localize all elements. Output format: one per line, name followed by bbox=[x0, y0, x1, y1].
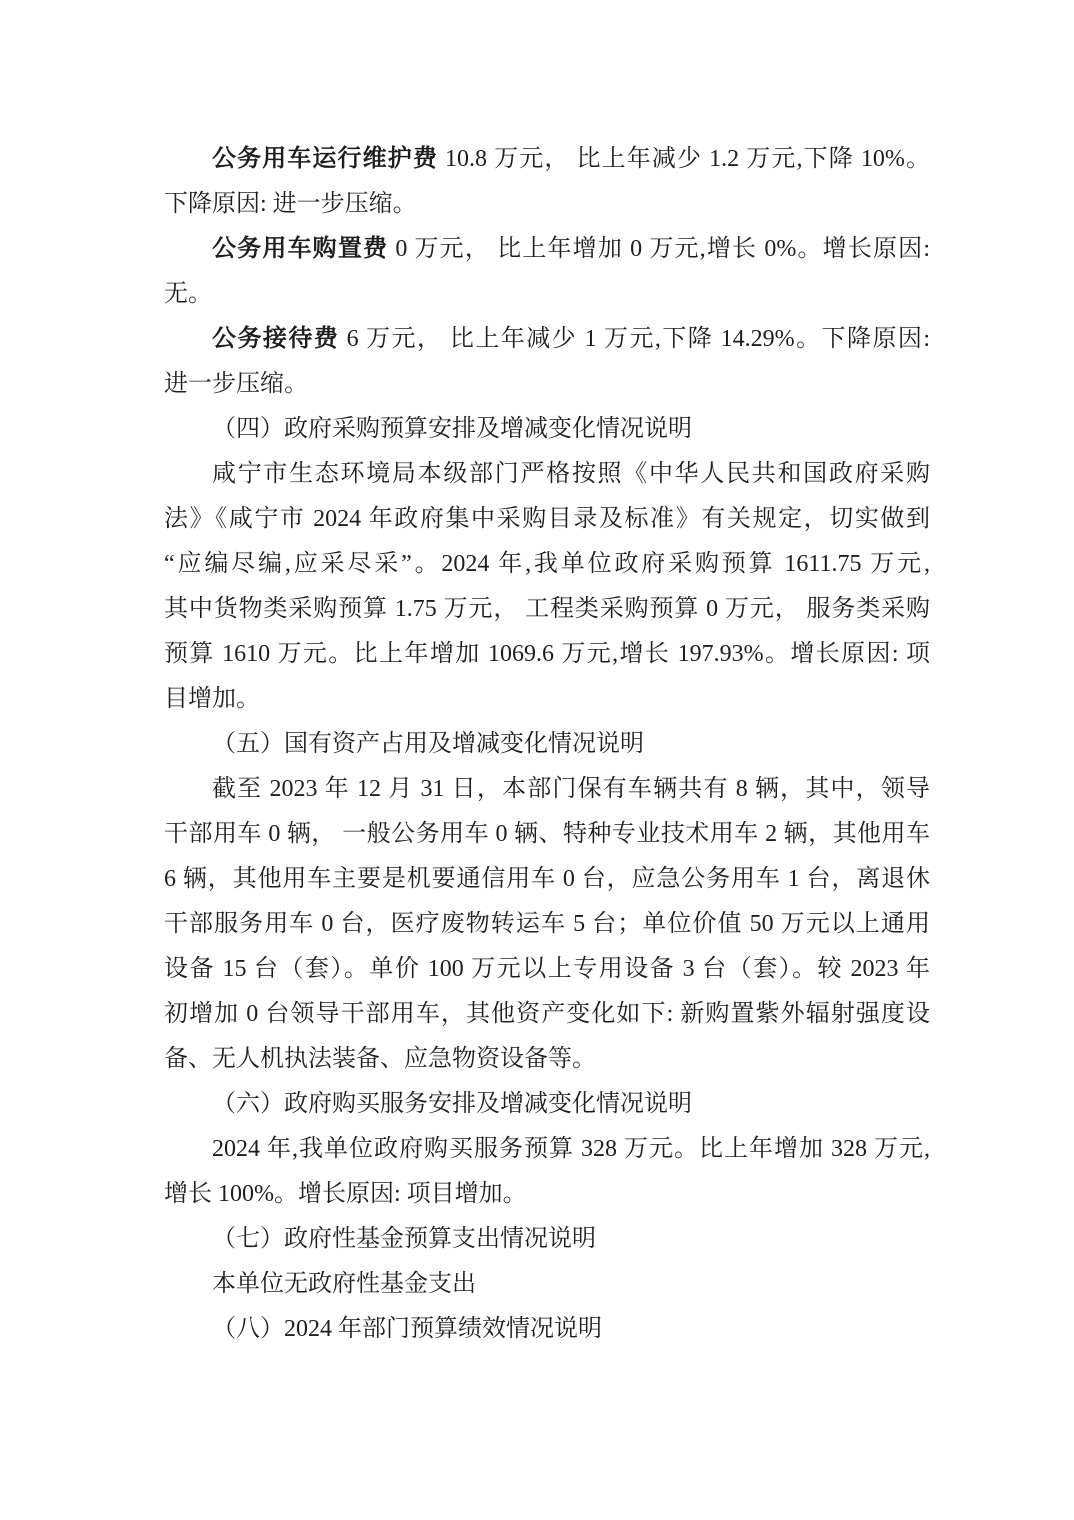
text-run: 6 万元， 比上年减少 1 万元,下降 14.29%。下降原因: bbox=[339, 326, 931, 352]
para-vehicle-maintenance-fee bbox=[164, 137, 930, 227]
text-run: 无。 bbox=[164, 281, 212, 307]
text-run: 初增加 0 台领导干部用车，其他资产变化如下: 新购置紫外辐射强度设 bbox=[164, 1001, 930, 1027]
text-run: 干部用车 0 辆， 一般公务用车 0 辆、特种专业技术用车 2 辆，其他用车 bbox=[164, 821, 930, 847]
expense-category-label: 公务接待费 bbox=[212, 326, 340, 352]
para-no-government-fund bbox=[164, 1262, 930, 1307]
text-line bbox=[164, 362, 930, 407]
text-run: 截至 2023 年 12 月 31 日，本部门保有车辆共有 8 辆，其中，领导 bbox=[212, 776, 930, 802]
text-line bbox=[164, 587, 930, 632]
text-line bbox=[164, 272, 930, 317]
text-line bbox=[164, 1172, 930, 1217]
text-run: 备、无人机执法装备、应急物资设备等。 bbox=[164, 1046, 596, 1072]
text-run: 目增加。 bbox=[164, 686, 260, 712]
text-run: 0 万元， 比上年增加 0 万元,增长 0%。增长原因: bbox=[388, 236, 930, 262]
text-line bbox=[164, 1127, 930, 1172]
heading-section-4 bbox=[164, 407, 930, 452]
heading-section-7 bbox=[164, 1217, 930, 1262]
text-run: （五）国有资产占用及增减变化情况说明 bbox=[212, 731, 644, 757]
text-line bbox=[164, 722, 930, 767]
text-line bbox=[164, 857, 930, 902]
text-run: （七）政府性基金预算支出情况说明 bbox=[212, 1226, 596, 1252]
text-run: 预算 1610 万元。比上年增加 1069.6 万元,增长 197.93%。增长原因: 项 bbox=[164, 641, 930, 667]
text-line bbox=[164, 1262, 930, 1307]
text-run: “应编尽编,应采尽采”。2024 年,我单位政府采购预算 1611.75 万元, bbox=[164, 551, 930, 577]
heading-section-6 bbox=[164, 1082, 930, 1127]
text-line bbox=[164, 992, 930, 1037]
text-run: 增长 100%。增长原因: 项目增加。 bbox=[164, 1181, 527, 1207]
text-run: 2024 年,我单位政府购买服务预算 328 万元。比上年增加 328 万元, bbox=[212, 1136, 930, 1162]
para-state-owned-assets bbox=[164, 767, 930, 1082]
text-line bbox=[164, 182, 930, 227]
text-line bbox=[164, 812, 930, 857]
para-government-procurement bbox=[164, 452, 930, 722]
text-line bbox=[164, 542, 930, 587]
text-line bbox=[164, 137, 930, 182]
text-run: 其中货物类采购预算 1.75 万元， 工程类采购预算 0 万元， 服务类采购 bbox=[164, 596, 930, 622]
text-line bbox=[164, 767, 930, 812]
text-run: 法》《咸宁市 2024 年政府集中采购目录及标准》有关规定，切实做到 bbox=[164, 506, 930, 532]
expense-category-label: 公务用车购置费 bbox=[212, 236, 389, 262]
text-line bbox=[164, 1307, 930, 1352]
text-line bbox=[164, 902, 930, 947]
text-line bbox=[164, 947, 930, 992]
text-line bbox=[164, 497, 930, 542]
para-purchased-services bbox=[164, 1127, 930, 1217]
heading-section-8 bbox=[164, 1307, 930, 1352]
text-run: 下降原因: 进一步压缩。 bbox=[164, 191, 417, 217]
text-run: 10.8 万元， 比上年减少 1.2 万元,下降 10%。 bbox=[437, 146, 930, 172]
text-run: 咸宁市生态环境局本级部门严格按照《中华人民共和国政府采购 bbox=[212, 461, 930, 487]
para-official-reception-fee bbox=[164, 317, 930, 407]
heading-section-5 bbox=[164, 722, 930, 767]
text-line bbox=[164, 317, 930, 362]
text-line bbox=[164, 1037, 930, 1082]
text-run: （八）2024 年部门预算绩效情况说明 bbox=[212, 1316, 602, 1342]
text-run: （六）政府购买服务安排及增减变化情况说明 bbox=[212, 1091, 692, 1117]
text-line bbox=[164, 632, 930, 677]
text-run: 进一步压缩。 bbox=[164, 371, 308, 397]
expense-category-label: 公务用车运行维护费 bbox=[212, 146, 438, 172]
para-vehicle-purchase-fee bbox=[164, 227, 930, 317]
text-line bbox=[164, 452, 930, 497]
text-run: 设备 15 台（套）。单价 100 万元以上专用设备 3 台（套）。较 2023 年 bbox=[164, 956, 930, 982]
text-run: 干部服务用车 0 台，医疗废物转运车 5 台；单位价值 50 万元以上通用 bbox=[164, 911, 930, 937]
text-line bbox=[164, 677, 930, 722]
text-line bbox=[164, 1082, 930, 1127]
document-body bbox=[164, 137, 930, 1352]
text-line bbox=[164, 407, 930, 452]
text-line bbox=[164, 227, 930, 272]
text-run: 6 辆，其他用车主要是机要通信用车 0 台，应急公务用车 1 台，离退休 bbox=[164, 866, 930, 892]
text-line bbox=[164, 1217, 930, 1262]
text-run: 本单位无政府性基金支出 bbox=[212, 1271, 476, 1297]
text-run: （四）政府采购预算安排及增减变化情况说明 bbox=[212, 416, 692, 442]
